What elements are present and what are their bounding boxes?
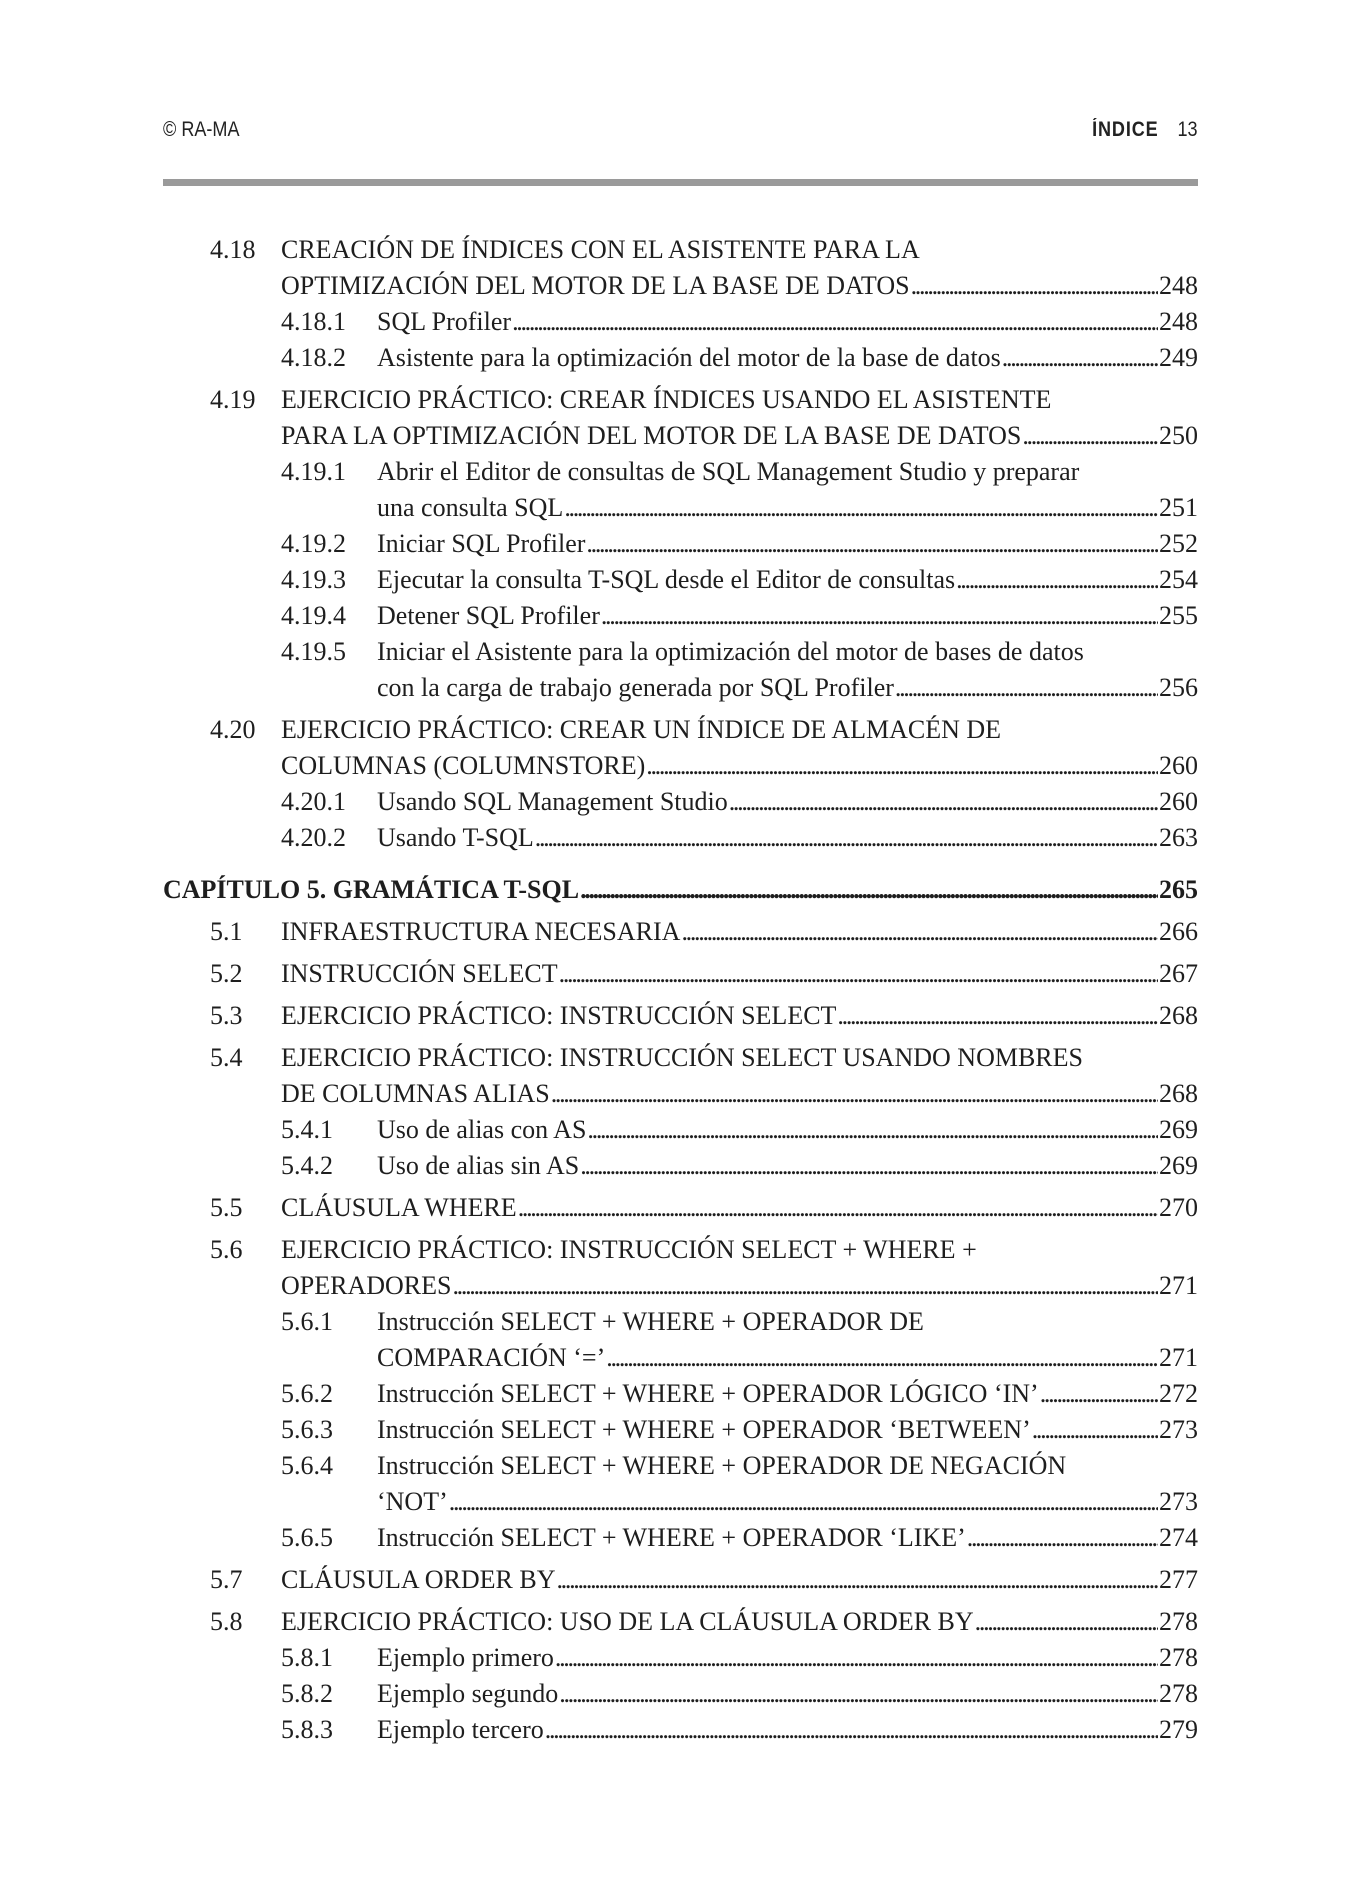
toc-entry-number: 4.19.1 bbox=[281, 457, 346, 486]
toc-entry-number: 4.20.2 bbox=[281, 823, 346, 852]
dot-leader bbox=[559, 956, 1158, 992]
toc-entry-title-line: OPERADORES bbox=[281, 1271, 452, 1300]
toc-entry-number: 5.5 bbox=[210, 1193, 243, 1222]
toc-entry-page: 254 bbox=[1159, 565, 1198, 594]
toc-entry-page: 265 bbox=[1159, 875, 1198, 904]
toc-entry[interactable] bbox=[0, 1148, 1346, 1184]
toc-entry-number: 5.6.1 bbox=[281, 1307, 333, 1336]
toc-entry[interactable] bbox=[0, 998, 1346, 1034]
toc-entry-title-line: CLÁUSULA WHERE bbox=[281, 1193, 517, 1222]
toc-entry-number: 4.19 bbox=[210, 385, 256, 414]
toc-entry-title-line: Instrucción SELECT + WHERE + OPERADOR DE NEGACIÓN bbox=[377, 1451, 1067, 1480]
toc-entry-page: 256 bbox=[1159, 673, 1198, 702]
dot-leader bbox=[729, 784, 1158, 820]
toc-entry-title-line: con la carga de trabajo generada por SQL Profiler bbox=[377, 673, 894, 702]
toc-entry-title-line: Usando SQL Management Studio bbox=[377, 787, 728, 816]
toc-entry[interactable] bbox=[0, 1640, 1346, 1676]
toc-entry-number: 4.18.2 bbox=[281, 343, 346, 372]
toc-entry-title-line: EJERCICIO PRÁCTICO: USO DE LA CLÁUSULA ORDER BY bbox=[281, 1607, 974, 1636]
toc-entry-page: 273 bbox=[1159, 1415, 1198, 1444]
toc-entry-page: 251 bbox=[1159, 493, 1198, 522]
toc-entry-title-line: Ejemplo tercero bbox=[377, 1715, 544, 1744]
toc-entry-number: 5.6 bbox=[210, 1235, 243, 1264]
toc-entry-page: 273 bbox=[1159, 1487, 1198, 1516]
dot-leader bbox=[551, 1076, 1158, 1112]
dot-leader bbox=[587, 1112, 1158, 1148]
toc-entry-page: 278 bbox=[1159, 1607, 1198, 1636]
dot-leader bbox=[967, 1520, 1158, 1556]
dot-leader bbox=[1022, 418, 1158, 454]
toc-entry[interactable] bbox=[0, 1448, 1346, 1520]
toc-entry-title-line: PARA LA OPTIMIZACIÓN DEL MOTOR DE LA BASE DE DATOS bbox=[281, 421, 1022, 450]
toc-entry-title-line: CAPÍTULO 5. GRAMÁTICA T-SQL bbox=[163, 875, 580, 904]
toc-entry-page: 248 bbox=[1159, 271, 1198, 300]
toc-entry-title-line: Detener SQL Profiler bbox=[377, 601, 600, 630]
toc-entry-page: 268 bbox=[1159, 1001, 1198, 1030]
toc-entry-title-line: una consulta SQL bbox=[377, 493, 564, 522]
toc-entry-page: 277 bbox=[1159, 1565, 1198, 1594]
toc-entry-title-line: OPTIMIZACIÓN DEL MOTOR DE LA BASE DE DATOS bbox=[281, 271, 910, 300]
toc-entry[interactable] bbox=[0, 634, 1346, 706]
toc-entry-number: 5.6.4 bbox=[281, 1451, 333, 1480]
dot-leader bbox=[911, 268, 1158, 304]
toc-entry-page: 260 bbox=[1159, 751, 1198, 780]
toc-entry-number: 5.8.2 bbox=[281, 1679, 333, 1708]
dot-leader bbox=[580, 872, 1158, 908]
toc-entry-page: 279 bbox=[1159, 1715, 1198, 1744]
toc-entry-title-line: ‘NOT’ bbox=[377, 1487, 448, 1516]
toc-entry[interactable] bbox=[0, 1304, 1346, 1376]
dot-leader bbox=[535, 820, 1158, 856]
toc-entry-title-line: EJERCICIO PRÁCTICO: CREAR UN ÍNDICE DE ALMACÉN DE bbox=[281, 715, 1002, 744]
toc-entry-number: 5.4 bbox=[210, 1043, 243, 1072]
toc-entry-page: 249 bbox=[1159, 343, 1198, 372]
toc-entry-page: 271 bbox=[1159, 1343, 1198, 1372]
page-number: 13 bbox=[1177, 118, 1198, 141]
dot-leader bbox=[580, 1148, 1158, 1184]
toc-entry-title-line: COMPARACIÓN ‘=’ bbox=[377, 1343, 606, 1372]
dot-leader bbox=[1002, 340, 1158, 376]
toc-entry-number: 5.4.2 bbox=[281, 1151, 333, 1180]
toc-entry-title-line: CLÁUSULA ORDER BY bbox=[281, 1565, 556, 1594]
toc-entry-page: 269 bbox=[1159, 1115, 1198, 1144]
toc-entry-number: 5.2 bbox=[210, 959, 243, 988]
toc-entry[interactable] bbox=[0, 1412, 1346, 1448]
toc-entry-title-line: EJERCICIO PRÁCTICO: INSTRUCCIÓN SELECT + WHERE + bbox=[281, 1235, 977, 1264]
toc-entry[interactable] bbox=[0, 562, 1346, 598]
toc-entry[interactable] bbox=[0, 872, 1346, 908]
dot-leader bbox=[606, 1340, 1158, 1376]
toc-entry[interactable] bbox=[0, 820, 1346, 856]
toc-entry-page: 252 bbox=[1159, 529, 1198, 558]
dot-leader bbox=[601, 598, 1158, 634]
toc-entry-title-line: DE COLUMNAS ALIAS bbox=[281, 1079, 550, 1108]
dot-leader bbox=[1040, 1376, 1158, 1412]
toc-entry-page: 278 bbox=[1159, 1679, 1198, 1708]
table-of-contents bbox=[0, 232, 1346, 1748]
toc-entry[interactable] bbox=[0, 784, 1346, 820]
toc-entry-page: 255 bbox=[1159, 601, 1198, 630]
toc-entry-title-line: Instrucción SELECT + WHERE + OPERADOR ‘LIKE’ bbox=[377, 1523, 966, 1552]
toc-entry[interactable] bbox=[0, 304, 1346, 340]
toc-entry-number: 5.6.2 bbox=[281, 1379, 333, 1408]
toc-entry-number: 5.4.1 bbox=[281, 1115, 333, 1144]
toc-entry-number: 4.20 bbox=[210, 715, 256, 744]
toc-entry-number: 4.19.5 bbox=[281, 637, 346, 666]
toc-entry-number: 4.18.1 bbox=[281, 307, 346, 336]
toc-entry[interactable] bbox=[0, 1712, 1346, 1748]
toc-entry-title-line: Ejecutar la consulta T-SQL desde el Editor de consultas bbox=[377, 565, 956, 594]
dot-leader bbox=[452, 1268, 1158, 1304]
toc-entry-number: 5.1 bbox=[210, 917, 243, 946]
toc-entry-title-line: INFRAESTRUCTURA NECESARIA bbox=[281, 917, 681, 946]
toc-entry-title-line: Abrir el Editor de consultas de SQL Management Studio y preparar bbox=[377, 457, 1080, 486]
toc-entry-page: 263 bbox=[1159, 823, 1198, 852]
running-header-title: ÍNDICE bbox=[1092, 118, 1159, 141]
dot-leader bbox=[646, 748, 1158, 784]
toc-entry-page: 274 bbox=[1159, 1523, 1198, 1552]
dot-leader bbox=[564, 490, 1158, 526]
dot-leader bbox=[556, 1562, 1158, 1598]
header-rule bbox=[163, 179, 1198, 186]
toc-entry-page: 268 bbox=[1159, 1079, 1198, 1108]
toc-entry-title-line: EJERCICIO PRÁCTICO: INSTRUCCIÓN SELECT USANDO NOMBRES bbox=[281, 1043, 1083, 1072]
toc-entry-title-line: Iniciar SQL Profiler bbox=[377, 529, 586, 558]
toc-entry-title-line: EJERCICIO PRÁCTICO: INSTRUCCIÓN SELECT bbox=[281, 1001, 837, 1030]
toc-entry[interactable] bbox=[0, 712, 1346, 784]
toc-entry-page: 270 bbox=[1159, 1193, 1198, 1222]
toc-entry-number: 4.19.2 bbox=[281, 529, 346, 558]
toc-entry-title-line: INSTRUCCIÓN SELECT bbox=[281, 959, 558, 988]
toc-entry-page: 272 bbox=[1159, 1379, 1198, 1408]
toc-entry-title-line: Instrucción SELECT + WHERE + OPERADOR LÓGICO ‘IN’ bbox=[377, 1379, 1039, 1408]
toc-entry-title-line: Instrucción SELECT + WHERE + OPERADOR ‘BETWEEN’ bbox=[377, 1415, 1031, 1444]
toc-entry[interactable] bbox=[0, 1232, 1346, 1304]
toc-entry-page: 248 bbox=[1159, 307, 1198, 336]
toc-entry-title-line: Uso de alias sin AS bbox=[377, 1151, 580, 1180]
dot-leader bbox=[586, 526, 1158, 562]
toc-entry-number: 4.20.1 bbox=[281, 787, 346, 816]
toc-entry-number: 5.3 bbox=[210, 1001, 243, 1030]
toc-entry-number: 5.8.1 bbox=[281, 1643, 333, 1672]
toc-entry-page: 250 bbox=[1159, 421, 1198, 450]
toc-entry-title-line: Usando T-SQL bbox=[377, 823, 534, 852]
toc-entry-title-line: Iniciar el Asistente para la optimización del motor de bases de datos bbox=[377, 637, 1084, 666]
dot-leader bbox=[956, 562, 1158, 598]
toc-entry-page: 260 bbox=[1159, 787, 1198, 816]
toc-entry[interactable] bbox=[0, 598, 1346, 634]
toc-entry-page: 267 bbox=[1159, 959, 1198, 988]
toc-entry-title-line: Ejemplo segundo bbox=[377, 1679, 559, 1708]
toc-entry[interactable] bbox=[0, 1190, 1346, 1226]
toc-entry[interactable] bbox=[0, 382, 1346, 454]
toc-entry-number: 5.8.3 bbox=[281, 1715, 333, 1744]
dot-leader bbox=[895, 670, 1158, 706]
dot-leader bbox=[512, 304, 1158, 340]
toc-entry-title-line: Instrucción SELECT + WHERE + OPERADOR DE bbox=[377, 1307, 924, 1336]
dot-leader bbox=[545, 1712, 1158, 1748]
toc-entry-number: 5.7 bbox=[210, 1565, 243, 1594]
running-header-right bbox=[1093, 118, 1198, 142]
dot-leader bbox=[1032, 1412, 1158, 1448]
toc-entry[interactable] bbox=[0, 1604, 1346, 1640]
toc-entry-page: 278 bbox=[1159, 1643, 1198, 1672]
toc-entry-title-line: SQL Profiler bbox=[377, 307, 512, 336]
toc-entry-number: 5.6.5 bbox=[281, 1523, 333, 1552]
toc-entry-title-line: CREACIÓN DE ÍNDICES CON EL ASISTENTE PARA LA bbox=[281, 235, 920, 264]
toc-entry-title-line: COLUMNAS (COLUMNSTORE) bbox=[281, 751, 646, 780]
toc-entry-number: 4.19.3 bbox=[281, 565, 346, 594]
toc-entry[interactable] bbox=[0, 1520, 1346, 1556]
toc-entry-number: 4.19.4 bbox=[281, 601, 346, 630]
toc-entry[interactable] bbox=[0, 1112, 1346, 1148]
toc-entry-number: 4.18 bbox=[210, 235, 256, 264]
toc-entry-page: 269 bbox=[1159, 1151, 1198, 1180]
toc-entry[interactable] bbox=[0, 956, 1346, 992]
toc-entry-title-line: Ejemplo primero bbox=[377, 1643, 554, 1672]
dot-leader bbox=[559, 1676, 1158, 1712]
toc-entry[interactable] bbox=[0, 232, 1346, 304]
toc-entry-page: 266 bbox=[1159, 917, 1198, 946]
toc-entry[interactable] bbox=[0, 1376, 1346, 1412]
toc-entry-page: 271 bbox=[1159, 1271, 1198, 1300]
toc-entry-title-line: Uso de alias con AS bbox=[377, 1115, 587, 1144]
toc-entry-title-line: EJERCICIO PRÁCTICO: CREAR ÍNDICES USANDO EL ASISTENTE bbox=[281, 385, 1052, 414]
dot-leader bbox=[518, 1190, 1158, 1226]
toc-entry-title-line: Asistente para la optimización del motor de la base de datos bbox=[377, 343, 1001, 372]
dot-leader bbox=[837, 998, 1158, 1034]
dot-leader bbox=[555, 1640, 1158, 1676]
toc-entry-number: 5.8 bbox=[210, 1607, 243, 1636]
dot-leader bbox=[975, 1604, 1158, 1640]
dot-leader bbox=[681, 914, 1158, 950]
toc-entry[interactable] bbox=[0, 1676, 1346, 1712]
dot-leader bbox=[449, 1484, 1158, 1520]
toc-entry-number: 5.6.3 bbox=[281, 1415, 333, 1444]
toc-entry[interactable] bbox=[0, 340, 1346, 376]
toc-entry[interactable] bbox=[0, 454, 1346, 526]
toc-entry[interactable] bbox=[0, 1040, 1346, 1112]
toc-entry[interactable] bbox=[0, 914, 1346, 950]
running-header-left: © RA-MA bbox=[163, 118, 240, 141]
toc-entry[interactable] bbox=[0, 1562, 1346, 1598]
toc-entry[interactable] bbox=[0, 526, 1346, 562]
